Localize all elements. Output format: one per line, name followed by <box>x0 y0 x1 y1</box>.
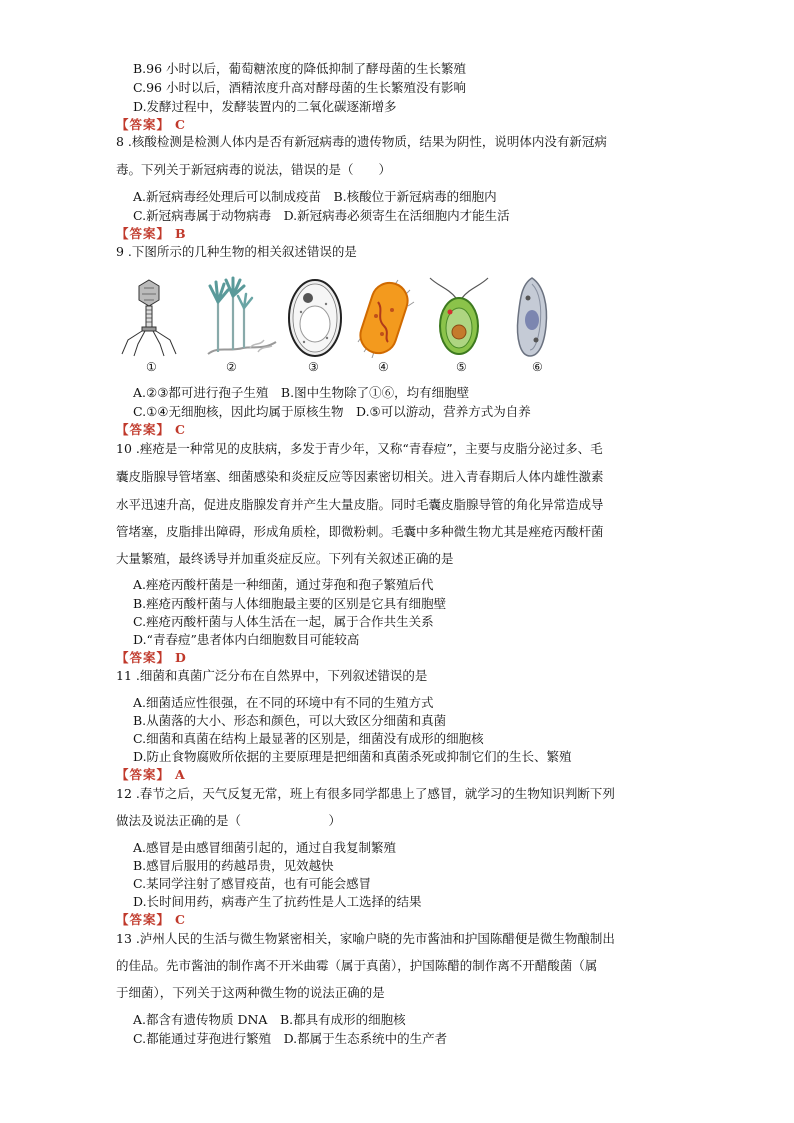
q7-answer <box>116 117 185 133</box>
q8-options-ab: A.新冠病毒经处理后可以制成疫苗 B.核酸位于新冠病毒的细胞内 <box>133 189 497 204</box>
q11-option-a: A.细菌适应性很强，在不同的环境中有不同的生殖方式 <box>133 695 434 710</box>
q12-option-a: A.感冒是由感冒细菌引起的，通过自我复制繁殖 <box>133 840 397 855</box>
q12-option-d: D.长时间用药，病毒产生了抗药性是人工选择的结果 <box>133 894 422 909</box>
figure-label-6: ⑥ <box>532 360 543 374</box>
q13-options-ab: A.都含有遗传物质 DNA B.都具有成形的细胞核 <box>133 1012 406 1027</box>
q9-options-cd: C.①④无细胞核，因此均属于原核生物 D.⑤可以游动，营养方式为自养 <box>133 404 531 419</box>
q9-options-ab: A.②③都可进行孢子生殖 B.图中生物除了①⑥，均有细胞壁 <box>133 385 470 400</box>
answer-label: 【答案】 <box>116 912 171 927</box>
penicillium-mold-illustration <box>188 276 278 358</box>
q10-stem-line-5: 大量繁殖，最终诱导并加重炎症反应。下列有关叙述正确的是 <box>116 551 454 566</box>
q10-stem-line-3: 水平迅速升高，促进皮脂腺发育并产生大量皮脂。同时毛囊皮脂腺导管的角化异常造成导 <box>116 497 604 512</box>
answer-value: B <box>175 226 186 241</box>
q13-options-cd: C.都能通过芽孢进行繁殖 D.都属于生态系统中的生产者 <box>133 1031 448 1046</box>
figure-label-5: ⑤ <box>456 360 467 374</box>
q10-stem-line-4: 管堵塞，皮脂排出障碍，形成角质栓，即微粉刺。毛囊中多种微生物尤其是痤疮丙酸杆菌 <box>116 524 604 539</box>
q13-stem-line-2: 的佳品。先市酱油的制作离不开米曲霉（属于真菌），护国陈醋的制作离不开醋酸菌（属 <box>116 958 598 973</box>
q11-option-d: D.防止食物腐败所依据的主要原理是把细菌和真菌杀死或抑制它们的生长、繁殖 <box>133 749 572 764</box>
q12-option-b: B.感冒后服用的药越昂贵，见效越快 <box>133 858 334 873</box>
q12-answer <box>116 912 185 928</box>
q11-option-b: B.从菌落的大小、形态和颜色，可以大致区分细菌和真菌 <box>133 713 447 728</box>
q10-stem-line-2: 囊皮脂腺导管堵塞、细菌感染和炎症反应等因素密切相关。进入青春期后人体内雄性激素 <box>116 469 604 484</box>
q10-option-d: D.“青春痘”患者体内白细胞数目可能较高 <box>133 632 360 647</box>
q9-organism-figure <box>118 276 578 376</box>
figure-label-4: ④ <box>378 360 389 374</box>
q9-stem: 9 .下图所示的几种生物的相关叙述错误的是 <box>116 244 357 259</box>
answer-label: 【答案】 <box>116 226 171 241</box>
q10-answer <box>116 650 186 666</box>
yeast-cell-illustration <box>286 276 344 358</box>
q7-option-d: D.发酵过程中，发酵装置内的二氧化碳逐渐增多 <box>133 99 397 114</box>
q12-stem-line-2: 做法及说法正确的是（ ） <box>116 813 342 828</box>
q8-answer <box>116 226 186 242</box>
q8-stem-line-1: 8 .核酸检测是检测人体内是否有新冠病毒的遗传物质，结果为阴性，说明体内没有新冠病 <box>116 134 607 149</box>
q12-option-c: C.某同学注射了感冒疫苗，也有可能会感冒 <box>133 876 372 891</box>
q10-option-a: A.痤疮丙酸杆菌是一种细菌，通过芽孢和孢子繁殖后代 <box>133 577 434 592</box>
answer-label: 【答案】 <box>116 117 171 132</box>
q12-stem-line-1: 12 .春节之后，天气反复无常，班上有很多同学都患上了感冒，就学习的生物知识判断下列 <box>116 786 615 801</box>
figure-label-2: ② <box>226 360 237 374</box>
answer-value: D <box>175 650 186 665</box>
answer-label: 【答案】 <box>116 767 171 782</box>
q7-option-c: C.96 小时以后，酒精浓度升高对酵母菌的生长繁殖没有影响 <box>133 80 466 95</box>
figure-label-3: ③ <box>308 360 319 374</box>
chlamydomonas-illustration <box>426 276 492 358</box>
q13-stem-line-3: 于细菌），下列关于这两种微生物的说法正确的是 <box>116 985 385 1000</box>
answer-label: 【答案】 <box>116 422 171 437</box>
q11-option-c: C.细菌和真菌在结构上最显著的区别是，细菌没有成形的细胞核 <box>133 731 484 746</box>
q11-stem: 11 .细菌和真菌广泛分布在自然界中，下列叙述错误的是 <box>116 668 428 683</box>
answer-value: C <box>175 912 185 927</box>
q13-stem-line-1: 13 .泸州人民的生活与微生物紧密相关，家喻户晓的先市酱油和护国陈醋便是微生物酿制出 <box>116 931 615 946</box>
bacteriophage-illustration <box>120 276 178 358</box>
answer-value: A <box>175 767 185 782</box>
bacterium-illustration <box>354 276 416 358</box>
q9-answer <box>116 422 185 438</box>
q11-answer <box>116 767 185 783</box>
q7-option-b: B.96 小时以后，葡萄糖浓度的降低抑制了酵母菌的生长繁殖 <box>133 61 467 76</box>
q8-options-cd: C.新冠病毒属于动物病毒 D.新冠病毒必须寄生在活细胞内才能生活 <box>133 208 510 223</box>
q8-stem-line-2: 毒。下列关于新冠病毒的说法，错误的是（ ） <box>116 162 392 177</box>
q10-option-c: C.痤疮丙酸杆菌与人体生活在一起，属于合作共生关系 <box>133 614 434 629</box>
answer-value: C <box>175 422 185 437</box>
paramecium-illustration <box>510 276 554 358</box>
q10-stem-line-1: 10 .痤疮是一种常见的皮肤病，多发于青少年，又称“青春痘”，主要与皮脂分泌过多、毛 <box>116 441 603 456</box>
answer-label: 【答案】 <box>116 650 171 665</box>
figure-label-1: ① <box>146 360 157 374</box>
q10-option-b: B.痤疮丙酸杆菌与人体细胞最主要的区别是它具有细胞壁 <box>133 596 447 611</box>
answer-value: C <box>175 117 185 132</box>
